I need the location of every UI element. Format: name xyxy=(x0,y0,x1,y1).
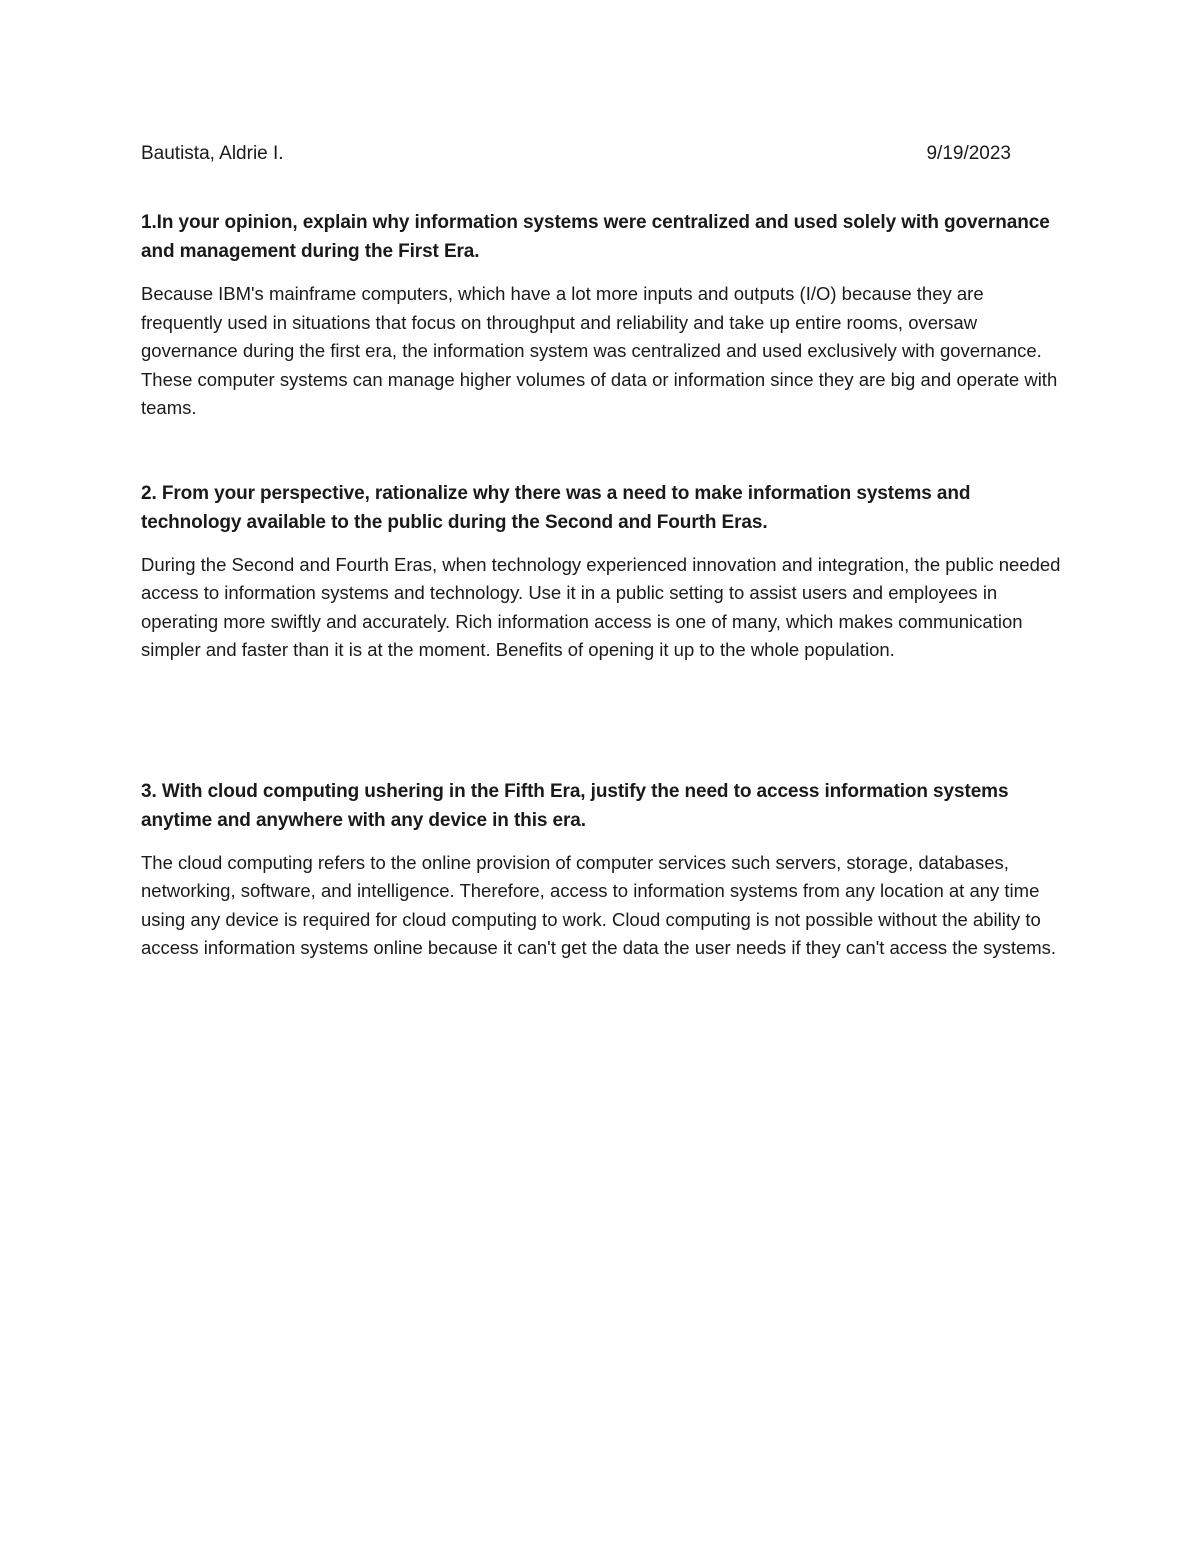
document-date: 9/19/2023 xyxy=(926,143,1011,164)
section-question-1 xyxy=(141,208,1061,423)
question-1: 1.In your opinion, explain why information systems were centralized and used solely with governance and management during the First Era. xyxy=(141,212,1050,262)
answer-1: Because IBM's mainframe computers, which have a lot more inputs and outputs (I/O) because they are frequently used in situations that focus on throughput and reliability and take up entire rooms, oversaw governance during the first era, the information system was centralized and used exclusively with governance. These computer systems can manage higher volumes of data or information since they are big and operate with teams. xyxy=(141,283,1058,418)
question-3: 3. With cloud computing ushering in the Fifth Era, justify the need to access information systems anytime and anywhere with any device in this era. xyxy=(141,780,1009,831)
section-question-3 xyxy=(141,777,1061,963)
question-2: 2. From your perspective, rationalize why there was a need to make information systems and technology available to the public during the Second and Fourth Eras. xyxy=(141,482,971,533)
answer-3: The cloud computing refers to the online provision of computer services such servers, storage, databases, networking, software, and intelligence. Therefore, access to information systems from any location at any time using any device is required for cloud computing to work. Cloud computing is not possible without the ability to access information systems online because it can't get the data the user needs if they can't access the systems. xyxy=(141,851,1057,958)
document-header xyxy=(141,140,1011,168)
answer-2: During the Second and Fourth Eras, when technology experienced innovation and integration, the public needed access to information systems and technology. Use it in a public setting to assist users and employees in operating more swiftly and accurately. Rich information access is one of many, which makes communication simpler and faster than it is at the moment. Benefits of opening it up to the whole population. xyxy=(141,553,1061,660)
author-name: Bautista, Aldrie I. xyxy=(141,143,284,164)
section-question-2 xyxy=(141,479,1061,665)
document-content xyxy=(141,140,1061,963)
